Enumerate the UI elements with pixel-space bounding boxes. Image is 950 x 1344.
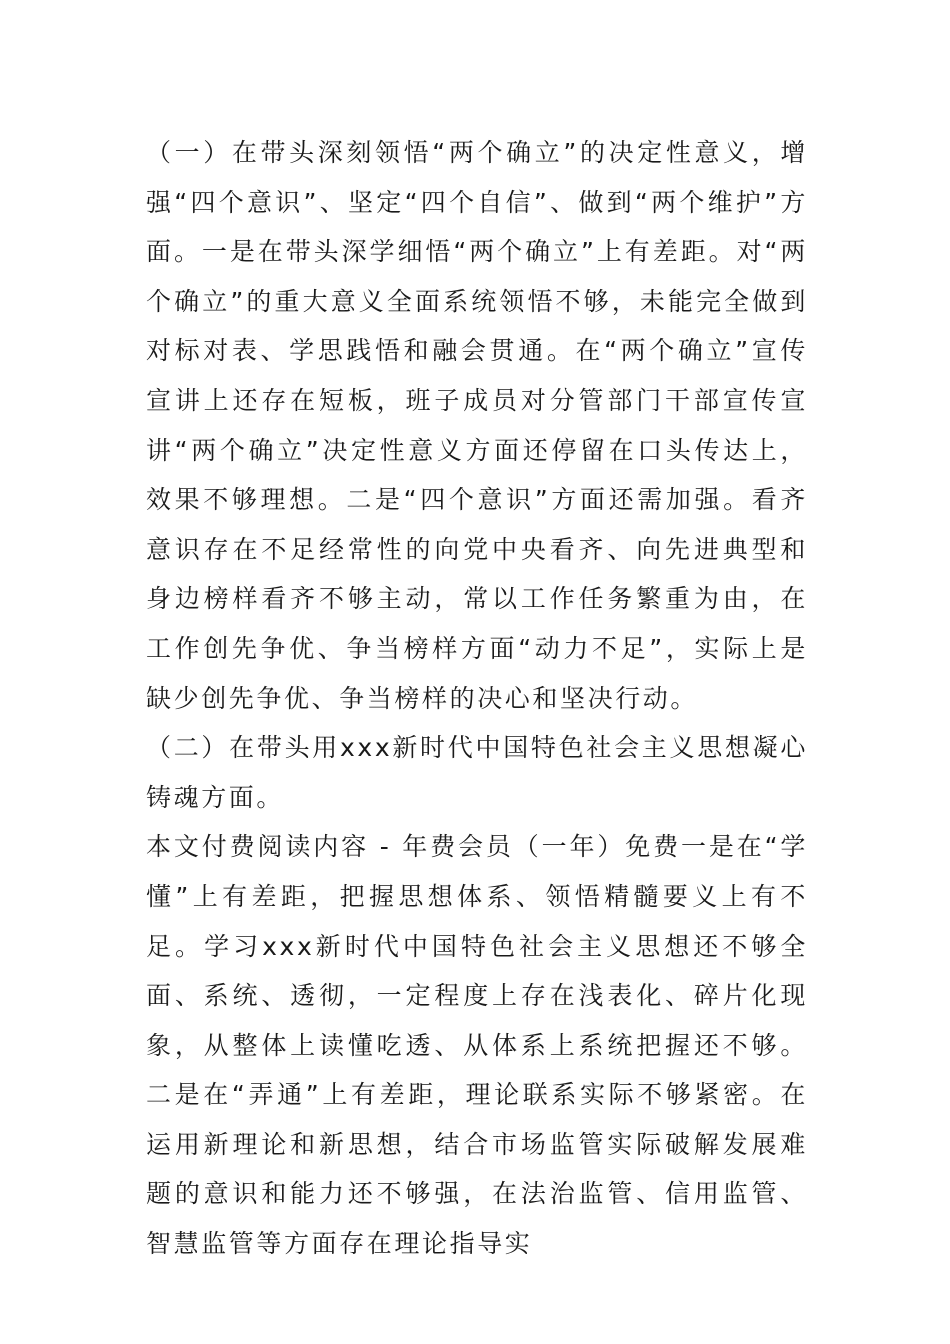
document-body <box>146 128 808 1269</box>
paragraph-section-one: （一）在带头深刻领悟“两个确立”的决定性意义，增强“四个意识”、坚定“四个自信”、做到“两个维护”方面。一是在带头深学细悟“两个确立”上有差距。对“两个确立”的重大意义全面系统领悟不够，未能完全做到对标对表、学思践悟和融会贯通。在“两个确立”宣传宣讲上还存在短板，班子成员对分管部门干部宣传宣讲“两个确立”决定性意义方面还停留在口头传达上，效果不够理想。二是“四个意识”方面还需加强。看齐意识存在不足经常性的向党中央看齐、向先进典型和身边榜样看齐不够主动，常以工作任务繁重为由，在工作创先争优、争当榜样方面“动力不足”，实际上是缺少创先争优、争当榜样的决心和坚决行动。 <box>146 138 808 713</box>
paragraph-section-two-heading: （二）在带头用xxx新时代中国特色社会主义思想凝心铸魂方面。 <box>146 733 808 812</box>
paragraph-section-two-body: 本文付费阅读内容 - 年费会员（一年）免费一是在“学懂”上有差距，把握思想体系、领悟精髓要义上有不足。学习xxx新时代中国特色社会主义思想还不够全面、系统、透彻，一定程度上存在浅表化、碎片化现象，从整体上读懂吃透、从体系上系统把握还不够。二是在“弄通”上有差距，理论联系实际不够紧密。在运用新理论和新思想，结合市场监管实际破解发展难题的意识和能力还不够强，在法治监管、信用监管、智慧监管等方面存在理论指导实 <box>146 832 808 1259</box>
